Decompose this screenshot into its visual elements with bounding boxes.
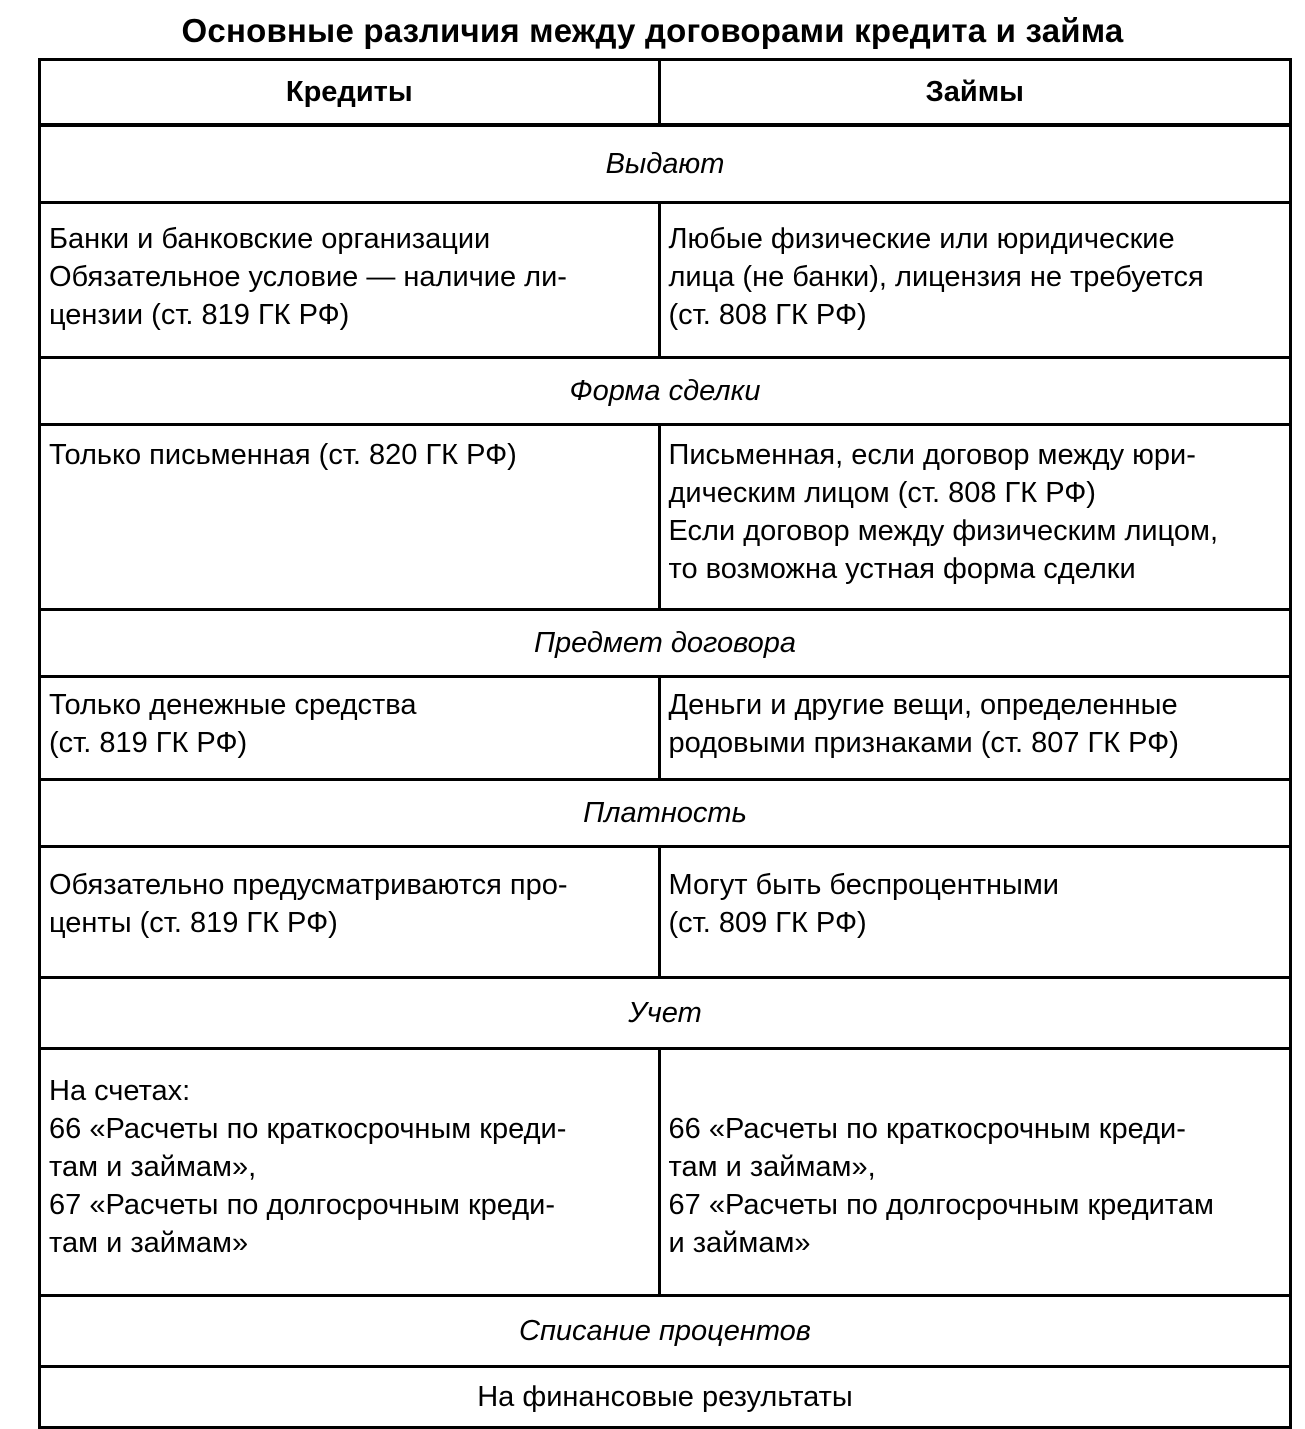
section-header-accounting: Учет	[41, 978, 1289, 1049]
cell-line: Любые физические или юридические	[668, 223, 1175, 255]
section-header-row	[41, 978, 1289, 1049]
cell-line: там и займам»,	[668, 1151, 876, 1183]
cell-line: Только денежные средства	[49, 689, 417, 721]
cell-line: то возможна устная форма сделки	[668, 553, 1136, 585]
table-row	[41, 203, 1289, 358]
section-header-issuers: Выдают	[41, 125, 1289, 203]
cell-line: там и займам»	[49, 1227, 249, 1259]
cell-loans-fee	[659, 847, 1289, 978]
cell-line: (ст. 809 ГК РФ)	[668, 907, 867, 939]
column-header-credits: Кредиты	[41, 61, 659, 125]
cell-line: там и займам»,	[49, 1151, 257, 1183]
cell-line: Письменная, если договор между юри-	[668, 439, 1196, 471]
table-row	[41, 1367, 1289, 1427]
section-header-interest-writeoff: Списание процентов	[41, 1296, 1289, 1367]
cell-line: На счетах:	[49, 1075, 191, 1107]
cell-line: Только письменная (ст. 820 ГК РФ)	[49, 439, 517, 471]
cell-loans-accounting	[659, 1049, 1289, 1296]
section-header-row	[41, 1296, 1289, 1367]
cell-line: Если договор между физическим лицом,	[668, 515, 1219, 547]
cell-loans-subject	[659, 677, 1289, 780]
section-header-fee: Платность	[41, 780, 1289, 847]
cell-loans-deal-form	[659, 425, 1289, 610]
cell-loans-issuers	[659, 203, 1289, 358]
section-header-subject: Предмет договора	[41, 610, 1289, 677]
cell-line: центы (ст. 819 ГК РФ)	[49, 907, 338, 939]
table-row	[41, 677, 1289, 780]
cell-line: (ст. 819 ГК РФ)	[49, 727, 248, 759]
cell-line: лица (не банки), лицензия не требуется	[668, 261, 1204, 293]
section-header-row	[41, 358, 1289, 425]
cell-line: родовыми признаками (ст. 807 ГК РФ)	[668, 727, 1179, 759]
cell-line: 67 «Расчеты по долгосрочным кредитам	[668, 1189, 1214, 1221]
table-row	[41, 1049, 1289, 1296]
cell-line: Деньги и другие вещи, определенные	[668, 689, 1178, 721]
cell-common-interest-writeoff: На финансовые результаты	[41, 1367, 1289, 1427]
cell-line: и займам»	[668, 1227, 811, 1259]
section-header-row	[41, 125, 1289, 203]
section-header-row	[41, 610, 1289, 677]
cell-credits-accounting	[41, 1049, 659, 1296]
section-header-deal-form: Форма сделки	[41, 358, 1289, 425]
cell-line: 66 «Расчеты по краткосрочным креди-	[668, 1113, 1186, 1145]
cell-line: 67 «Расчеты по долгосрочным креди-	[49, 1189, 556, 1221]
cell-line: Обязательно предусматриваются про-	[49, 869, 568, 901]
cell-line: цензии (ст. 819 ГК РФ)	[49, 299, 350, 331]
cell-line: 66 «Расчеты по краткосрочным креди-	[49, 1113, 567, 1145]
comparison-table	[38, 58, 1292, 1429]
cell-line: (ст. 808 ГК РФ)	[668, 299, 867, 331]
table-header-row	[41, 61, 1289, 125]
cell-line: дическим лицом (ст. 808 ГК РФ)	[668, 477, 1096, 509]
cell-credits-deal-form	[41, 425, 659, 610]
cell-line: Банки и банковские организации	[49, 223, 491, 255]
table-row	[41, 425, 1289, 610]
table-row	[41, 847, 1289, 978]
section-header-row	[41, 780, 1289, 847]
cell-line: Обязательное условие — наличие ли-	[49, 261, 567, 293]
cell-line: Могут быть беспроцентными	[668, 869, 1060, 901]
cell-credits-issuers	[41, 203, 659, 358]
cell-credits-subject	[41, 677, 659, 780]
cell-credits-fee	[41, 847, 659, 978]
page-title: Основные различия между договорами кредита и займа	[181, 12, 1124, 49]
column-header-loans: Займы	[659, 61, 1289, 125]
